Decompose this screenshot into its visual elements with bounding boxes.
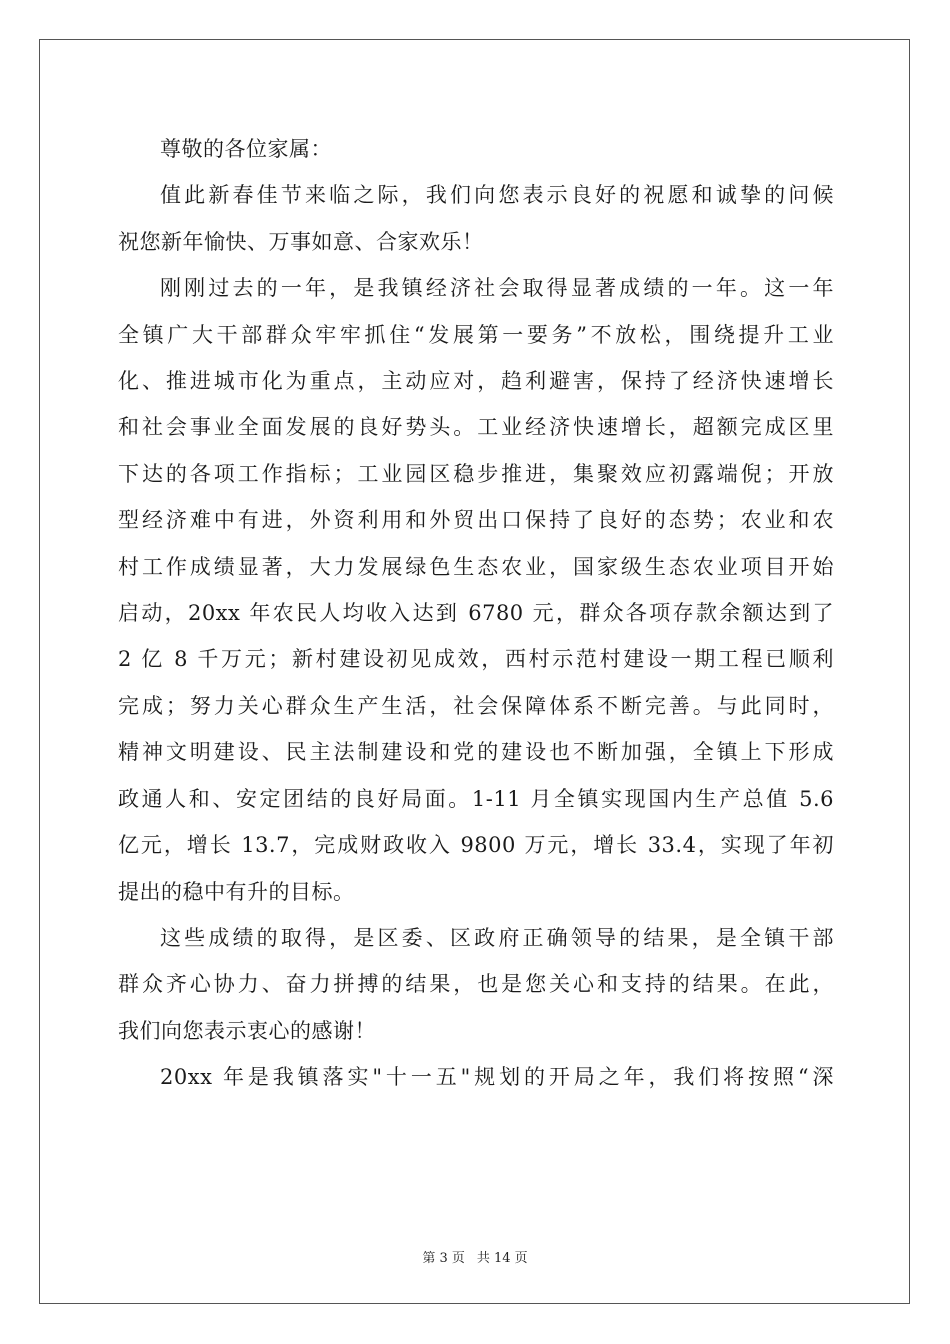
text-line: 化、推进城市化为重点，主动应对，趋利避害，保持了经济快速增长 — [118, 369, 834, 394]
page-footer — [0, 1247, 950, 1266]
text-line: 精神文明建设、民主法制建设和党的建设也不断加强，全镇上下形成 — [118, 740, 834, 765]
page-number: 第 3 页 — [422, 1251, 465, 1266]
text-line: 20xx 年是我镇落实"十一五"规划的开局之年，我们将按照“深 — [160, 1065, 834, 1090]
text-line: 亿元，增长 13.7，完成财政收入 9800 万元，增长 33.4，实现了年初 — [118, 833, 834, 858]
text-line: 启动，20xx 年农民人均收入达到 6780 元，群众各项存款余额达到了 — [118, 601, 834, 626]
text-line: 政通人和、安定团结的良好局面。1-11 月全镇实现国内生产总值 5.6 — [118, 786, 834, 811]
text-line: 我们向您表示衷心的感谢！ — [118, 1018, 376, 1043]
text-line: 值此新春佳节来临之际，我们向您表示良好的祝愿和诚挚的问候 — [160, 183, 834, 208]
document-body — [118, 126, 834, 1101]
paragraph-greeting — [118, 172, 834, 265]
paragraph-plan — [118, 1054, 834, 1100]
paragraph-achievements — [118, 265, 834, 915]
text-line: 全镇广大干部群众牢牢抓住“发展第一要务”不放松，围绕提升工业 — [118, 322, 834, 347]
text-line: 这些成绩的取得，是区委、区政府正确领导的结果，是全镇干部 — [160, 925, 834, 950]
text-line: 提出的稳中有升的目标。 — [118, 879, 355, 904]
page-total: 共 14 页 — [476, 1251, 528, 1266]
text-line: 刚刚过去的一年，是我镇经济社会取得显著成绩的一年。这一年 — [160, 276, 834, 301]
paragraph-thanks — [118, 915, 834, 1054]
salutation: 尊敬的各位家属： — [160, 137, 332, 161]
text-line: 2 亿 8 千万元；新村建设初见成效，西村示范村建设一期工程已顺利 — [118, 647, 834, 672]
text-line: 群众齐心协力、奋力拼搏的结果，也是您关心和支持的结果。在此， — [118, 972, 834, 997]
text-line: 型经济难中有进，外资利用和外贸出口保持了良好的态势；农业和农 — [118, 508, 834, 533]
text-line: 和社会事业全面发展的良好势头。工业经济快速增长，超额完成区里 — [118, 415, 834, 440]
text-line: 完成；努力关心群众生产生活，社会保障体系不断完善。与此同时， — [118, 693, 834, 718]
text-line: 村工作成绩显著，大力发展绿色生态农业，国家级生态农业项目开始 — [118, 554, 834, 579]
text-line: 下达的各项工作指标；工业园区稳步推进，集聚效应初露端倪；开放 — [118, 461, 834, 486]
text-line: 祝您新年愉快、万事如意、合家欢乐！ — [118, 229, 484, 254]
